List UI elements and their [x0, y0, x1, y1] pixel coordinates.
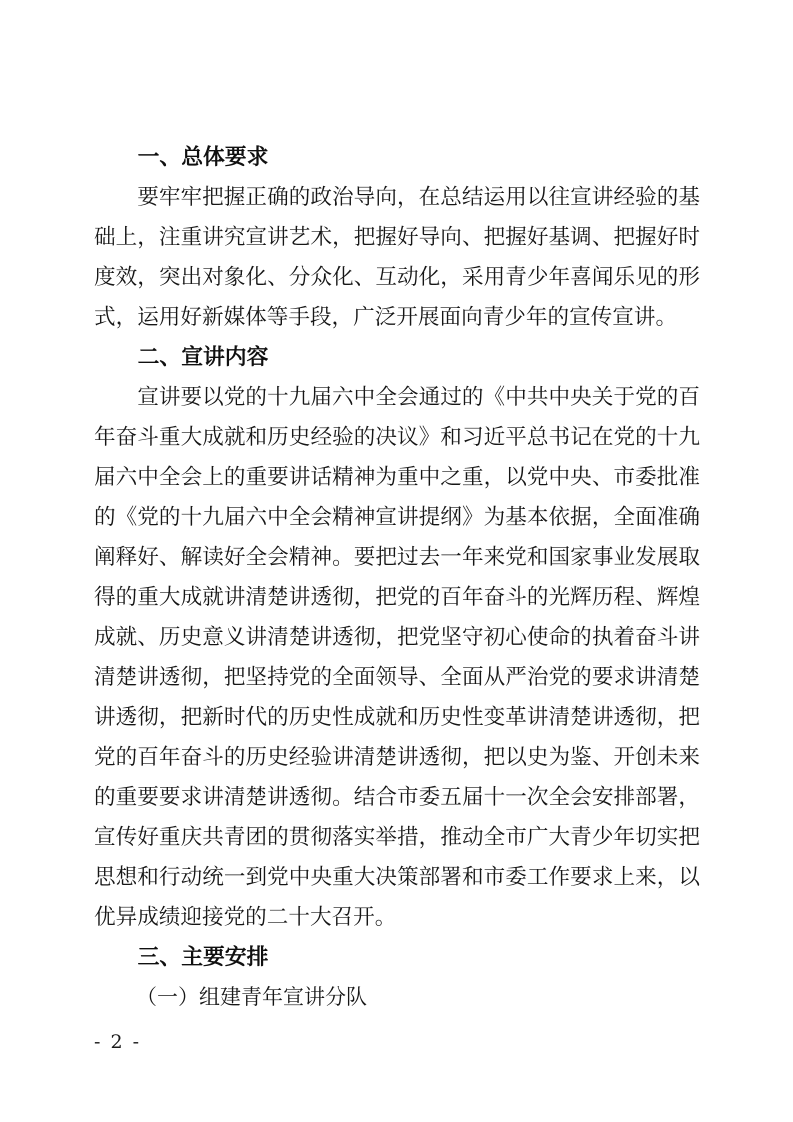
section-3-heading: 三、主要安排 [137, 944, 269, 969]
section-2-heading: 二、宣讲内容 [137, 344, 269, 369]
document-body [94, 137, 700, 1017]
section-2-paragraph: 宣讲要以党的十九届六中全会通过的《中共中央关于党的百年奋斗重大成就和历史经验的决议》和习近平总书记在党的十九届六中全会上的重要讲话精神为重中之重，以党中央、市委批准的《党的十九届六中全会精神宣讲提纲》为基本依据，全面准确阐释好、解读好全会精神。要把过去一年来党和国家事业发展取得的重大成就讲清楚讲透彻，把党的百年奋斗的光辉历程、辉煌成就、历史意义讲清楚讲透彻，把党坚守初心使命的执着奋斗讲清楚讲透彻，把坚持党的全面领导、全面从严治党的要求讲清楚讲透彻，把新时代的历史性成就和历史性变革讲清楚讲透彻，把党的百年奋斗的历史经验讲清楚讲透彻，把以史为鉴、开创未来的重要要求讲清楚讲透彻。结合市委五届十一次全会安排部署，宣传好重庆共青团的贯彻落实举措，推动全市广大青少年切实把思想和行动统一到党中央重大决策部署和市委工作要求上来，以优异成绩迎接党的二十大召开。 [94, 385, 700, 929]
section-3-subheading-1: （一）组建青年宣讲分队 [136, 985, 367, 1009]
page-number: - 2 - [94, 1031, 142, 1053]
page-footer [94, 1030, 294, 1054]
section-1-heading: 一、总体要求 [137, 144, 269, 169]
section-1-paragraph: 要牢牢把握正确的政治导向，在总结运用以往宣讲经验的基础上，注重讲究宣讲艺术，把握好导向、把握好基调、把握好时度效，突出对象化、分众化、互动化，采用青少年喜闻乐见的形式，运用好新媒体等手段，广泛开展面向青少年的宣传宣讲。 [94, 185, 700, 329]
